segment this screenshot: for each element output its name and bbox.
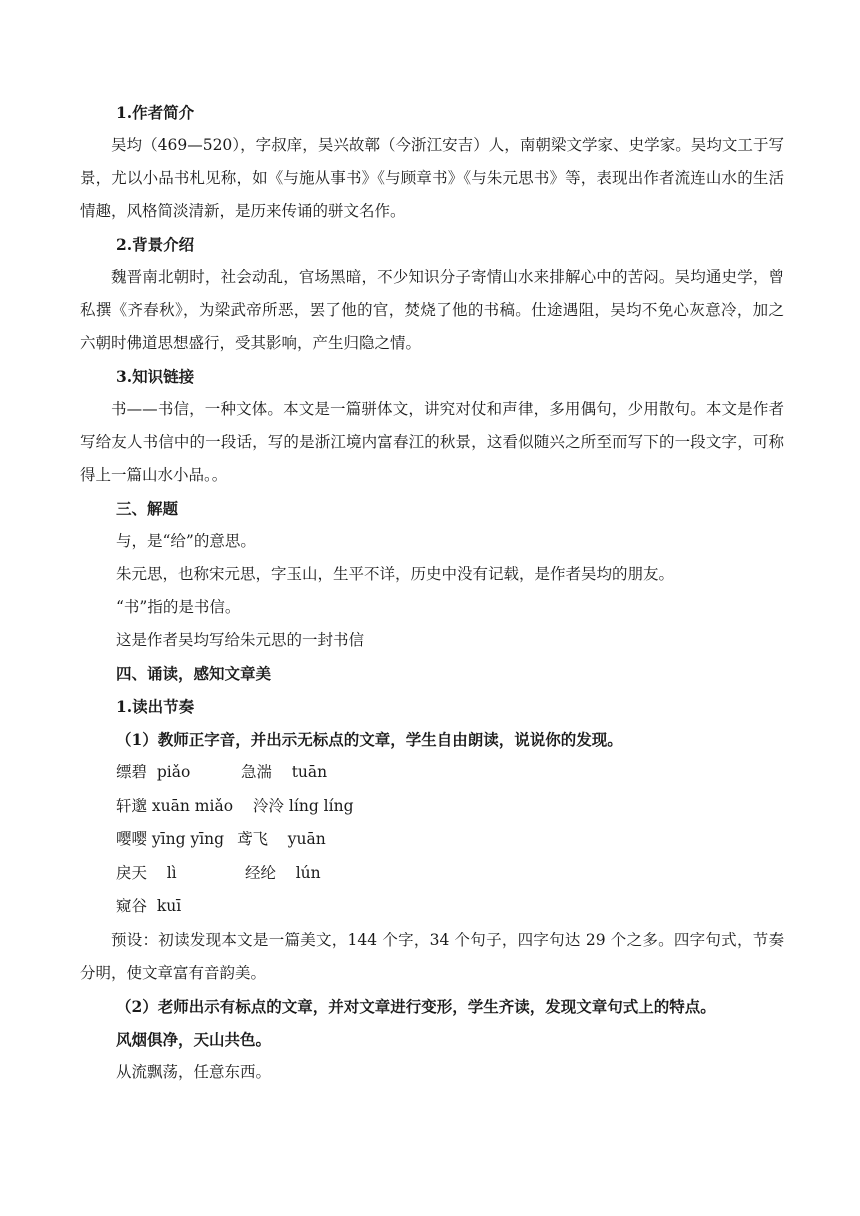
step-2: （2）老师出示有标点的文章，并对文章进行变形，学生齐读，发现文章句式上的特点。 bbox=[116, 996, 716, 1016]
pinyin-word: 缥碧 piǎo bbox=[116, 763, 191, 781]
title-explanation-heading: 三、解题 bbox=[116, 499, 179, 518]
pinyin-row bbox=[80, 890, 784, 924]
pinyin-word: 经纶 lún bbox=[245, 863, 321, 882]
pinyin-word: 鸢飞 yuān bbox=[237, 830, 326, 848]
quote-2: 从流飘荡，任意东西。 bbox=[116, 1062, 272, 1081]
background-heading: 2.背景介绍 bbox=[116, 235, 195, 254]
pinyin-word: 泠泠 líng líng bbox=[253, 796, 354, 815]
step-1: （1）教师正字音，并出示无标点的文章，学生自由朗读，说说你的发现。 bbox=[116, 730, 623, 749]
document-page bbox=[80, 96, 784, 1089]
background-paragraph: 魏晋南北朝时，社会动乱，官场黑暗，不少知识分子寄情山水来排解心中的苦闷。吴均通史学，曾私撰《齐春秋》，为梁武帝所恶，罢了他的官，焚烧了他的书稿。仕途遇阻，吴均不免心灰意冷，加之六朝时佛道思想盛行，受其影响，产生归隐之情。 bbox=[80, 268, 784, 352]
rhythm-heading: 1.读出节奏 bbox=[116, 697, 195, 716]
pinyin-word: 窥谷 kuī bbox=[116, 897, 182, 915]
reading-heading: 四、诵读，感知文章美 bbox=[116, 664, 272, 683]
pinyin-word: 轩邈 xuān miǎo bbox=[116, 796, 234, 815]
title-line-3: “书”指的是书信。 bbox=[116, 598, 241, 616]
preset-paragraph: 预设：初读发现本文是一篇美文，144 个字，34 个句子，四字句达 29 个之多。四字句式，节奏分明，使文章富有音韵美。 bbox=[80, 930, 784, 982]
author-heading: 1.作者简介 bbox=[116, 103, 195, 122]
pinyin-row bbox=[80, 857, 784, 891]
knowledge-paragraph: 书——书信，一种文体。本文是一篇骈体文，讲究对仗和声律，多用偶句，少用散句。本文是作者写给友人书信中的一段话，写的是浙江境内富春江的秋景，这看似随兴之所至而写下的一段文字，可称得上一篇山水小品。。 bbox=[80, 400, 784, 484]
pinyin-row bbox=[80, 790, 784, 824]
title-line-1: 与，是“给”的意思。 bbox=[116, 532, 256, 550]
quote-1: 风烟俱净，天山共色。 bbox=[116, 1029, 272, 1049]
pinyin-word: 急湍 tuān bbox=[241, 763, 328, 781]
pinyin-word: 戾天 lì bbox=[116, 863, 177, 882]
title-line-4: 这是作者吴均写给朱元思的一封书信 bbox=[116, 631, 365, 649]
pinyin-row bbox=[80, 823, 784, 857]
title-line-2: 朱元思，也称宋元思，字玉山，生平不详，历史中没有记载，是作者吴均的朋友。 bbox=[116, 565, 675, 583]
knowledge-heading: 3.知识链接 bbox=[116, 367, 195, 386]
pinyin-word: 嘤嘤 yīng yīng bbox=[116, 830, 225, 848]
author-paragraph: 吴均（469—520），字叔庠，吴兴故鄣（今浙江安吉）人，南朝梁文学家、史学家。吴均文工于写景，尤以小品书札见称，如《与施从事书》《与顾章书》《与朱元思书》等，表现出作者流连山水的生活情趣，风格简淡清新，是历来传诵的骈文名作。 bbox=[80, 136, 784, 220]
pinyin-row bbox=[80, 756, 784, 790]
